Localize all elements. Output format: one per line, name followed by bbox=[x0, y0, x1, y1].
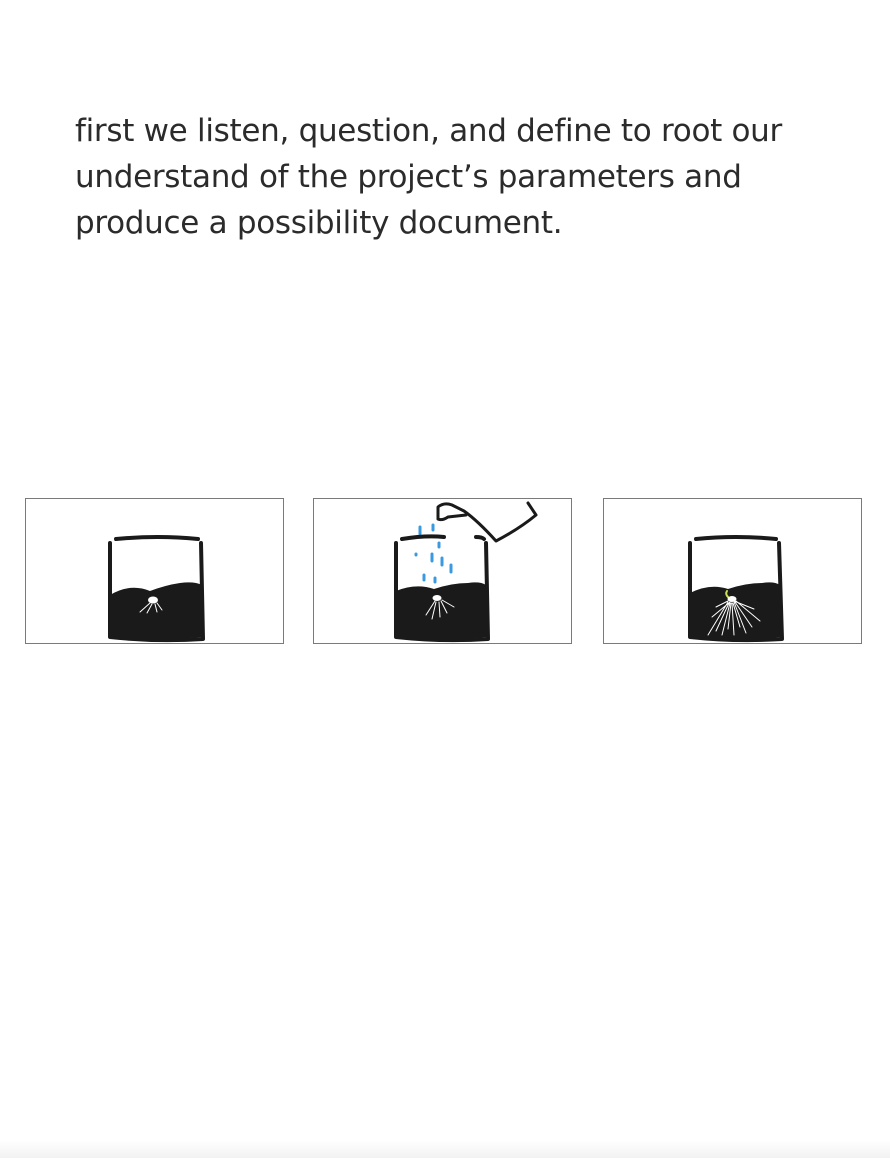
jar-watering-icon bbox=[314, 499, 573, 645]
jar-sprout-icon bbox=[604, 499, 863, 645]
bottom-edge-shade bbox=[0, 1140, 890, 1158]
illustration-panel-watering bbox=[313, 498, 572, 644]
intro-text: first we listen, question, and define to root our understand of the project’s parameters and produce a possibility document. bbox=[75, 113, 782, 241]
illustration-panel-seed bbox=[25, 498, 284, 644]
jar-seed-icon bbox=[26, 499, 285, 645]
illustration-panel-sprout bbox=[603, 498, 862, 644]
